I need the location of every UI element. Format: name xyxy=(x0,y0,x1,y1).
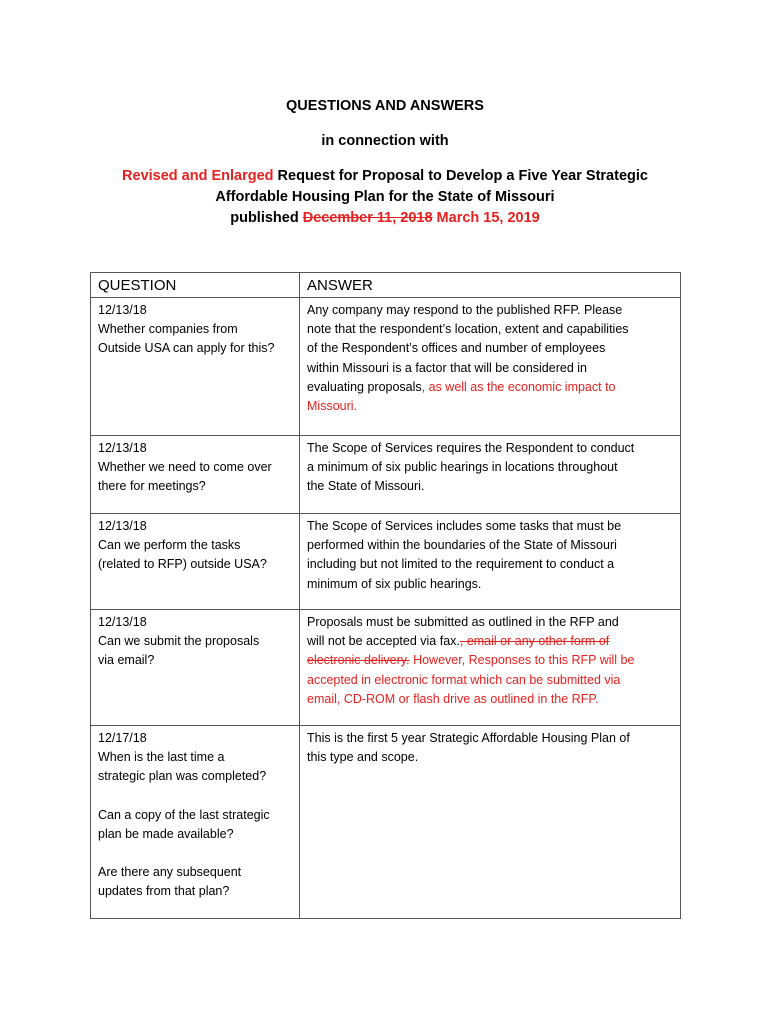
table-row xyxy=(91,726,681,919)
question-text: Whether companies from xyxy=(98,322,238,337)
answer-text: within Missouri is a factor that will be considered in xyxy=(307,360,587,375)
question-text: plan be made available? xyxy=(98,826,234,841)
answer-cell xyxy=(300,726,681,919)
answer-text xyxy=(307,651,674,670)
answer-text-black: will not be accepted via fax. xyxy=(307,634,460,649)
answer-cell xyxy=(300,298,681,436)
table-header-row xyxy=(91,273,681,298)
question-text: Can a copy of the last strategic xyxy=(98,807,270,822)
revised-enlarged-label: Revised and Enlarged xyxy=(122,168,274,184)
answer-text: Any company may respond to the published RFP. Please xyxy=(307,303,623,317)
answer-text: including but not limited to the requirement to conduct a xyxy=(307,557,615,572)
answer-text: This is the first 5 year Strategic Affordable Housing Plan of xyxy=(307,731,630,745)
answer-text-revised: Missouri. xyxy=(307,399,358,414)
question-cell xyxy=(91,436,300,514)
document-header xyxy=(0,96,770,229)
question-cell xyxy=(91,726,300,919)
answer-text xyxy=(307,632,674,651)
published-old-date: December 11, 2018 xyxy=(302,210,433,226)
published-line xyxy=(0,208,770,229)
rfp-title-line-2: Affordable Housing Plan for the State of Missouri xyxy=(215,189,555,205)
question-text: Outside USA can apply for this? xyxy=(98,341,275,356)
question-text: When is the last time a xyxy=(98,750,225,765)
answer-text: The Scope of Services requires the Respondent to conduct xyxy=(307,441,635,455)
table-row xyxy=(91,436,681,514)
question-text: Can we submit the proposals xyxy=(98,634,260,649)
answer-text: of the Respondent’s offices and number of employees xyxy=(307,341,606,356)
question-cell xyxy=(91,298,300,436)
answer-text-revised: accepted in electronic format which can be submitted via xyxy=(307,672,621,687)
question-text: via email? xyxy=(98,653,155,668)
question-text: (related to RFP) outside USA? xyxy=(98,557,267,572)
question-cell xyxy=(91,610,300,726)
question-text: Are there any subsequent xyxy=(98,865,242,880)
question-text: there for meetings? xyxy=(98,479,206,494)
question-column-header: QUESTION xyxy=(91,273,300,298)
rfp-title-line-1 xyxy=(0,166,770,187)
published-label: published xyxy=(230,210,303,226)
table-row xyxy=(91,610,681,726)
question-date: 12/13/18 xyxy=(98,441,147,455)
answer-text xyxy=(307,378,674,397)
answer-text: minimum of six public hearings. xyxy=(307,576,482,591)
question-cell xyxy=(91,514,300,610)
paragraph-gap xyxy=(98,787,293,806)
page-title: QUESTIONS AND ANSWERS xyxy=(286,98,484,114)
question-text: strategic plan was completed? xyxy=(98,769,267,784)
question-date: 12/13/18 xyxy=(98,615,147,629)
answer-text: Proposals must be submitted as outlined in the RFP and xyxy=(307,615,619,629)
answer-text-revised: email, CD-ROM or flash drive as outlined in the RFP. xyxy=(307,691,599,706)
answer-cell xyxy=(300,436,681,514)
question-text: updates from that plan? xyxy=(98,884,230,899)
answer-text: performed within the boundaries of the State of Missouri xyxy=(307,538,617,553)
answer-text: the State of Missouri. xyxy=(307,479,425,494)
answer-text-struck: electronic delivery. xyxy=(307,653,410,668)
question-text: Can we perform the tasks xyxy=(98,538,241,553)
answer-text-black: evaluating proposals xyxy=(307,379,422,394)
page-subtitle: in connection with xyxy=(321,133,449,149)
answer-text: this type and scope. xyxy=(307,750,419,765)
answer-text-revised: However, Responses to this RFP will be xyxy=(409,653,635,668)
published-new-date: March 15, 2019 xyxy=(432,210,540,226)
question-date: 12/13/18 xyxy=(98,303,147,317)
qa-table xyxy=(90,272,681,919)
table-row xyxy=(91,298,681,436)
question-text: Whether we need to come over xyxy=(98,460,272,475)
question-date: 12/17/18 xyxy=(98,731,147,745)
answer-text-struck: , email or any other form of xyxy=(459,634,610,649)
question-date: 12/13/18 xyxy=(98,519,147,533)
answer-text: a minimum of six public hearings in locations throughout xyxy=(307,460,618,475)
rfp-title-rest: Request for Proposal to Develop a Five Year Strategic xyxy=(273,168,648,184)
paragraph-gap xyxy=(98,844,293,863)
answer-text-revised: , as well as the economic impact to xyxy=(421,379,616,394)
answer-text: The Scope of Services includes some tasks that must be xyxy=(307,519,622,533)
answer-text: note that the respondent’s location, extent and capabilities xyxy=(307,322,629,337)
answer-cell xyxy=(300,610,681,726)
answer-column-header: ANSWER xyxy=(300,273,681,298)
table-row xyxy=(91,514,681,610)
answer-cell xyxy=(300,514,681,610)
